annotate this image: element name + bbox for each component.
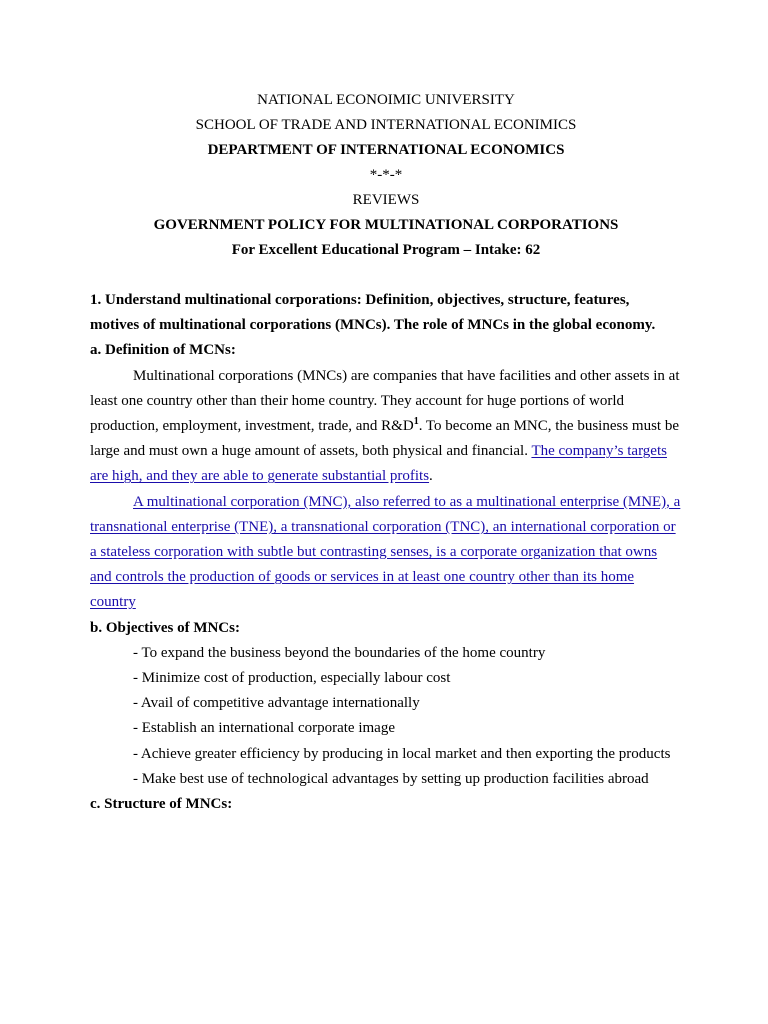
document-title: GOVERNMENT POLICY FOR MULTINATIONAL CORPORATIONS [153, 217, 619, 233]
section-1-heading: 1. Understand multinational corporations: Definition, objectives, structure, features, motives of multinational corporations (MNCs). The role of MNCs in the global economy. [90, 292, 656, 334]
definition-text: Multinational corporations (MNCs) are companies that have facilities and other assets in at least one country other than their home country. They account for huge portions of world production, employment, investment, trade, and R&D [90, 367, 680, 435]
document-page [90, 88, 682, 817]
objectives-heading: b. Objectives of MNCs: [90, 619, 240, 636]
department-name: DEPARTMENT OF INTERNATIONAL ECONOMICS [207, 142, 565, 158]
school-name: SCHOOL OF TRADE AND INTERNATIONAL ECONIMICS [195, 117, 577, 133]
targets-link[interactable]: The company’s targets are high, and they are able to generate substantial profits [90, 443, 667, 485]
mnc-definition-link[interactable]: A multinational corporation (MNC), also referred to as a multinational enterprise (MNE), a transnational enterprise (TNE), a transnational corporation (TNC), an international corporation or a stateless corporation with subtle but contrasting senses, is a corporate organization that owns and controls the production of goods or services in at least one country other than its home country [90, 493, 681, 611]
definition-text-continued: . To become an MNC, the business must be large and must own a huge amount of assets, both physical and financial. [90, 418, 679, 460]
document-header [90, 88, 682, 263]
list-item: - Achieve greater efficiency by producing in local market and then exporting the products [133, 745, 671, 762]
reviews-label: REVIEWS [352, 192, 420, 208]
header-divider: *-*-* [369, 167, 403, 183]
list-item: - Avail of competitive advantage internationally [133, 695, 420, 712]
list-item: - To expand the business beyond the boundaries of the home country [133, 644, 546, 661]
header-spacer [90, 263, 682, 288]
list-item: - Minimize cost of production, especially labour cost [133, 670, 451, 687]
definition-period: . [429, 468, 433, 485]
document-subtitle: For Excellent Educational Program – Intake: 62 [231, 242, 541, 258]
list-item: - Make best use of technological advantages by setting up production facilities abroad [133, 770, 649, 787]
list-item: - Establish an international corporate image [133, 720, 395, 737]
section-1 [90, 288, 682, 817]
objectives-list [90, 641, 682, 792]
university-name: NATIONAL ECONOIMIC UNIVERSITY [257, 92, 515, 108]
definition-paragraph-1 [90, 364, 682, 490]
structure-heading: c. Structure of MNCs: [90, 796, 233, 813]
definition-paragraph-2 [90, 490, 682, 616]
definition-heading: a. Definition of MCNs: [90, 342, 236, 359]
footnote-marker[interactable]: 1 [413, 416, 419, 428]
